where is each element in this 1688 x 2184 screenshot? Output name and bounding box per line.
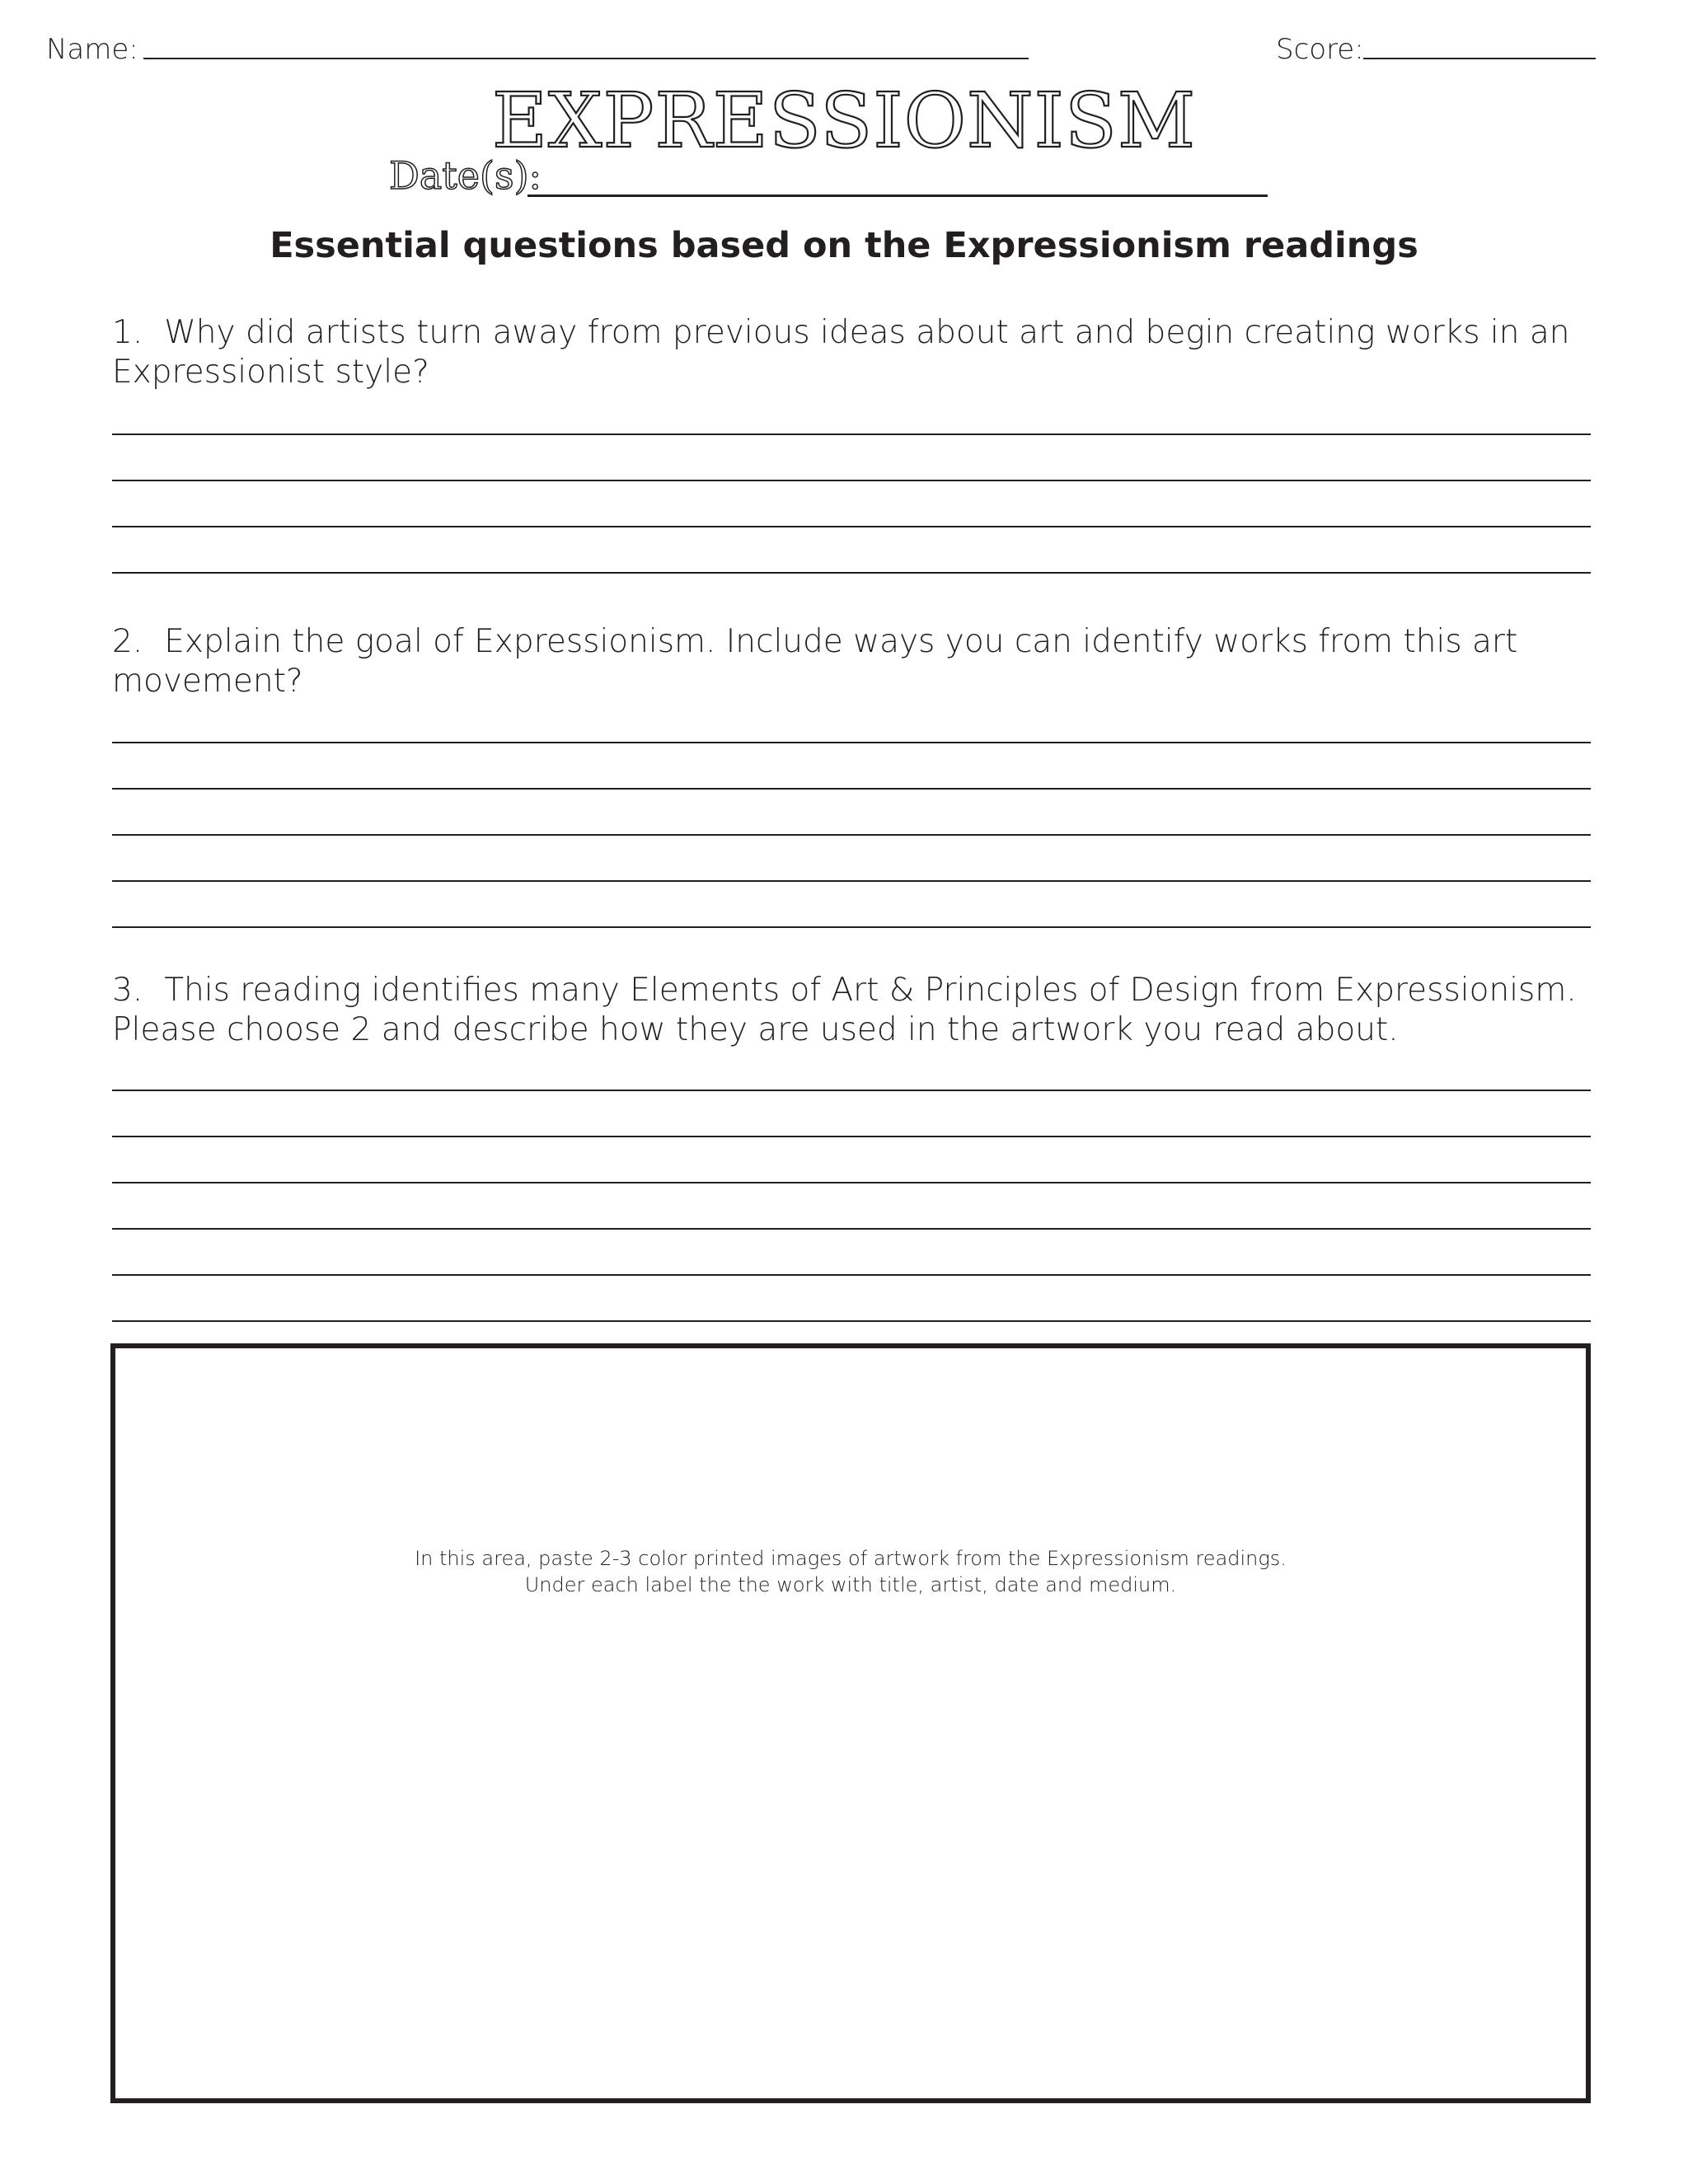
answer-line[interactable]	[112, 1320, 1591, 1322]
question-text-continued: movement?	[112, 663, 303, 700]
paste-instructions	[110, 1545, 1591, 1598]
question-number: 3.	[112, 972, 143, 1009]
answer-line[interactable]	[112, 1090, 1591, 1091]
score-field[interactable]	[1363, 58, 1596, 59]
question-text-continued: Please choose 2 and describe how they are used in the artwork you read about.	[112, 1011, 1399, 1048]
answer-line[interactable]	[112, 880, 1591, 882]
question-text: Why did artists turn away from previous ideas about art and begin creating works in an	[164, 314, 1570, 351]
answer-line[interactable]	[112, 572, 1591, 574]
answer-line[interactable]	[112, 834, 1591, 836]
question-2	[112, 622, 1596, 701]
section-heading: Essential questions based on the Expressionism readings	[270, 225, 1418, 266]
question-1	[112, 313, 1596, 392]
answer-line[interactable]	[112, 526, 1591, 527]
answer-line[interactable]	[112, 434, 1591, 435]
answer-line[interactable]	[112, 1228, 1591, 1230]
page-title: EXPRESSIONISM	[491, 77, 1197, 165]
score-label: Score:	[1276, 33, 1364, 66]
answer-line[interactable]	[112, 1182, 1591, 1183]
answer-line[interactable]	[112, 480, 1591, 481]
question-3	[112, 971, 1596, 1050]
name-field[interactable]	[143, 58, 1029, 59]
answer-line[interactable]	[112, 788, 1591, 790]
name-label: Name:	[46, 33, 138, 66]
answer-line[interactable]	[112, 742, 1591, 743]
answer-line[interactable]	[112, 926, 1591, 928]
answer-line[interactable]	[112, 1274, 1591, 1276]
dates-label: Date(s):	[389, 153, 542, 198]
question-number: 1.	[112, 314, 143, 351]
answer-line[interactable]	[112, 1136, 1591, 1137]
question-text: This reading identifies many Elements of Art & Principles of Design from Expressionism.	[164, 972, 1577, 1009]
paste-instructions-line: Under each label the the work with title, artist, date and medium.	[524, 1573, 1177, 1596]
dates-field[interactable]	[528, 194, 1268, 197]
image-paste-area[interactable]	[110, 1343, 1591, 2103]
paste-instructions-line: In this area, paste 2-3 color printed images of artwork from the Expressionism readings.	[415, 1547, 1287, 1570]
question-number: 2.	[112, 623, 143, 660]
question-text-continued: Expressionist style?	[112, 354, 429, 391]
question-text: Explain the goal of Expressionism. Include ways you can identify works from this art	[164, 623, 1518, 660]
